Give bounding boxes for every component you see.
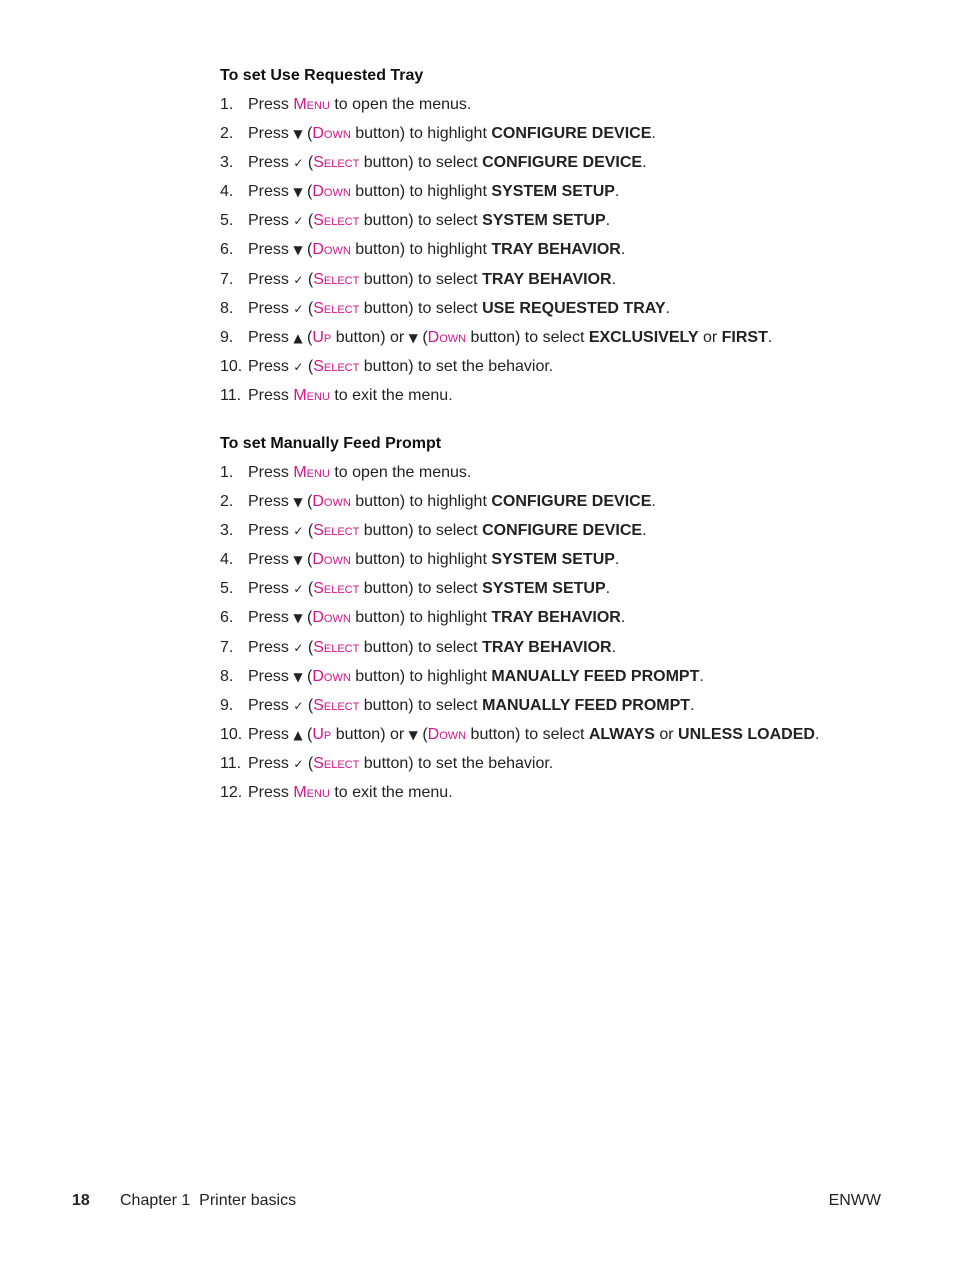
text-run: .: [767, 328, 773, 346]
text-run: Press: [248, 96, 294, 113]
text-run: button) to highlight: [350, 609, 492, 627]
menu-option: TRAY BEHAVIOR: [491, 241, 621, 259]
step-text: [248, 358, 553, 376]
checkmark-icon: ✓: [293, 272, 304, 287]
text-run: button) to select: [359, 522, 483, 540]
steps-list: [220, 96, 920, 405]
menu-option: TRAY BEHAVIOR: [482, 270, 612, 288]
text-run: (: [303, 299, 314, 317]
text-run: Press: [248, 241, 294, 259]
step-number: 1.: [220, 464, 234, 481]
button-key-name: Down: [312, 667, 351, 685]
list-item: [220, 668, 920, 686]
list-item: [220, 609, 920, 627]
list-item: [220, 726, 920, 744]
text-run: .: [605, 580, 611, 598]
text-run: or: [654, 725, 679, 743]
button-key-name: Select: [313, 212, 360, 230]
list-item: [220, 755, 920, 773]
step-number: 4.: [220, 183, 234, 201]
text-run: Press: [248, 551, 294, 569]
list-item: [220, 300, 920, 318]
text-run: Press: [248, 725, 294, 743]
down-arrow-icon: ▼: [293, 669, 303, 684]
button-key-name: Down: [312, 609, 351, 627]
menu-option: SYSTEM SETUP: [482, 212, 606, 230]
section-manually-feed-prompt: [220, 435, 920, 813]
list-item: [220, 464, 920, 482]
checkmark-icon: ✓: [293, 301, 304, 316]
menu-option: CONFIGURE DEVICE: [491, 125, 652, 143]
text-run: Press: [248, 784, 294, 802]
button-key-name: Down: [312, 125, 351, 143]
step-number: 5.: [220, 580, 234, 598]
text-run: button) to select: [359, 580, 483, 598]
text-run: button) to highlight: [350, 183, 492, 201]
text-run: Press: [248, 609, 294, 627]
button-key-name: Select: [313, 696, 360, 714]
text-run: (: [303, 270, 314, 288]
footer-right-label: ENWW: [828, 1192, 881, 1209]
menu-option: SYSTEM SETUP: [482, 580, 606, 598]
text-run: button) to select: [359, 212, 483, 230]
step-number: 8.: [220, 299, 234, 317]
text-run: (: [302, 551, 313, 569]
list-item: [220, 125, 920, 143]
menu-option: ALWAYS: [588, 725, 655, 743]
section-heading: To set Manually Feed Prompt: [220, 435, 442, 452]
text-run: .: [699, 667, 704, 685]
text-run: .: [620, 241, 626, 259]
text-run: (: [303, 754, 314, 772]
step-text: [248, 609, 625, 627]
step-text: [248, 551, 619, 569]
step-text: [248, 125, 656, 143]
down-arrow-icon: ▼: [293, 185, 303, 200]
down-arrow-icon: ▼: [293, 243, 303, 258]
list-item: [220, 784, 920, 802]
footer-chapter: Chapter 1 Printer basics: [120, 1192, 297, 1209]
checkmark-icon: ✓: [293, 524, 304, 539]
text-run: button) to highlight: [350, 241, 492, 259]
step-text: [248, 329, 772, 347]
section-heading: To set Use Requested Tray: [220, 67, 424, 84]
list-item: [220, 96, 920, 114]
text-run: (: [302, 493, 313, 511]
button-key-name: Menu: [293, 386, 330, 404]
text-run: (: [302, 667, 313, 685]
step-number: 11.: [220, 386, 242, 404]
step-text: [248, 300, 670, 318]
text-run: (: [303, 212, 314, 230]
text-run: Press: [248, 464, 294, 481]
button-key-name: Menu: [293, 784, 330, 802]
list-item: [220, 522, 920, 540]
step-text: [248, 387, 453, 405]
text-run: button) to highlight: [350, 125, 492, 143]
text-run: button) to select: [359, 270, 483, 288]
button-key-name: Select: [313, 638, 360, 656]
text-run: button) to select: [359, 696, 483, 714]
down-arrow-icon: ▼: [408, 330, 418, 345]
button-key-name: Select: [313, 580, 360, 598]
text-run: Press: [248, 696, 294, 714]
step-number: 7.: [220, 270, 234, 288]
text-run: Press: [248, 386, 294, 404]
text-run: to exit the menu.: [329, 386, 453, 404]
text-run: (: [303, 154, 314, 172]
text-run: Press: [248, 357, 294, 375]
text-run: to exit the menu.: [329, 784, 453, 802]
text-run: (: [302, 125, 313, 143]
checkmark-icon: ✓: [293, 214, 304, 229]
text-run: .: [651, 493, 656, 511]
step-number: 3.: [220, 522, 234, 540]
text-run: button) to select: [359, 299, 483, 317]
menu-option: UNLESS LOADED: [678, 725, 815, 743]
text-run: Press: [248, 328, 294, 346]
button-key-name: Down: [312, 183, 351, 201]
text-run: (: [303, 522, 314, 540]
text-run: to open the menus.: [329, 464, 472, 481]
text-run: button) to select: [359, 638, 483, 656]
list-item: [220, 551, 920, 569]
text-run: button) to select: [466, 725, 589, 743]
list-item: [220, 387, 920, 405]
step-number: 9.: [220, 328, 234, 346]
step-number: 11.: [220, 754, 242, 772]
text-run: .: [642, 522, 647, 540]
steps-list: [220, 464, 920, 802]
text-run: (: [302, 609, 313, 627]
button-key-name: Select: [313, 754, 360, 772]
list-item: [220, 493, 920, 511]
step-number: 6.: [220, 241, 234, 259]
menu-option: CONFIGURE DEVICE: [482, 154, 643, 172]
text-run: Press: [248, 638, 294, 656]
text-run: (: [302, 725, 313, 743]
text-run: button) to select: [466, 328, 589, 346]
footer-page-number: 18: [72, 1192, 90, 1209]
text-run: Press: [248, 754, 294, 772]
step-text: [248, 697, 695, 715]
step-number: 9.: [220, 696, 234, 714]
list-item: [220, 329, 920, 347]
text-run: Press: [248, 154, 294, 172]
button-key-name: Down: [427, 725, 467, 743]
list-item: [220, 154, 920, 172]
checkmark-icon: ✓: [293, 698, 304, 713]
menu-option: USE REQUESTED TRAY: [482, 299, 666, 317]
step-text: [248, 271, 616, 289]
step-text: [248, 580, 610, 598]
menu-option: FIRST: [721, 328, 768, 346]
list-item: [220, 183, 920, 201]
text-run: Press: [248, 522, 294, 540]
step-text: [248, 755, 553, 773]
text-run: .: [690, 696, 695, 714]
text-run: (: [303, 638, 314, 656]
button-key-name: Menu: [293, 96, 330, 113]
step-number: 7.: [220, 638, 234, 656]
step-number: 2.: [220, 493, 234, 511]
menu-option: TRAY BEHAVIOR: [491, 609, 621, 627]
text-run: Press: [248, 667, 294, 685]
step-text: [248, 212, 610, 230]
down-arrow-icon: ▼: [293, 495, 303, 510]
text-run: Press: [248, 212, 294, 230]
text-run: .: [614, 551, 620, 569]
text-run: .: [605, 212, 611, 230]
text-run: or: [698, 328, 722, 346]
step-number: 4.: [220, 551, 234, 569]
step-number: 6.: [220, 609, 234, 627]
step-number: 1.: [220, 96, 234, 113]
list-item: [220, 697, 920, 715]
up-arrow-icon: ▲: [293, 330, 303, 345]
text-run: (: [303, 580, 314, 598]
text-run: button) to select: [359, 154, 483, 172]
button-key-name: Down: [427, 328, 467, 346]
list-item: [220, 580, 920, 598]
down-arrow-icon: ▼: [293, 553, 303, 568]
text-run: (: [417, 725, 428, 743]
step-number: 10.: [220, 357, 243, 375]
button-key-name: Down: [312, 493, 351, 511]
text-run: button) or: [331, 328, 409, 346]
list-item: [220, 639, 920, 657]
up-arrow-icon: ▲: [293, 727, 303, 742]
menu-option: CONFIGURE DEVICE: [491, 493, 652, 511]
step-text: [248, 183, 619, 201]
down-arrow-icon: ▼: [293, 611, 303, 626]
text-run: .: [611, 270, 617, 288]
text-run: Press: [248, 125, 294, 143]
text-run: Press: [248, 270, 294, 288]
button-key-name: Up: [312, 725, 332, 743]
text-run: button) or: [331, 725, 409, 743]
text-run: Press: [248, 580, 294, 598]
menu-option: EXCLUSIVELY: [588, 328, 699, 346]
button-key-name: Menu: [293, 464, 330, 481]
text-run: (: [302, 183, 313, 201]
button-key-name: Select: [313, 522, 360, 540]
list-item: [220, 271, 920, 289]
list-item: [220, 358, 920, 376]
menu-option: MANUALLY FEED PROMPT: [482, 696, 691, 714]
button-key-name: Up: [312, 328, 332, 346]
text-run: (: [302, 241, 313, 259]
step-number: 8.: [220, 667, 234, 685]
button-key-name: Select: [313, 299, 360, 317]
text-run: button) to set the behavior.: [359, 754, 554, 772]
text-run: (: [303, 696, 314, 714]
text-run: .: [611, 638, 617, 656]
down-arrow-icon: ▼: [293, 127, 303, 142]
button-key-name: Down: [312, 241, 351, 259]
step-number: 12.: [220, 784, 243, 802]
text-run: to open the menus.: [329, 96, 472, 113]
checkmark-icon: ✓: [293, 640, 304, 655]
menu-option: TRAY BEHAVIOR: [482, 638, 612, 656]
menu-option: SYSTEM SETUP: [491, 551, 615, 569]
down-arrow-icon: ▼: [408, 727, 418, 742]
checkmark-icon: ✓: [293, 582, 304, 597]
text-run: Press: [248, 299, 294, 317]
checkmark-icon: ✓: [293, 156, 304, 171]
text-run: Press: [248, 493, 294, 511]
text-run: Press: [248, 183, 294, 201]
list-item: [220, 212, 920, 230]
button-key-name: Select: [313, 270, 360, 288]
text-run: button) to set the behavior.: [359, 357, 554, 375]
text-run: .: [665, 299, 670, 317]
text-run: .: [614, 183, 620, 201]
step-text: [248, 668, 704, 686]
step-number: 2.: [220, 125, 234, 143]
step-text: [248, 493, 656, 511]
step-text: [248, 639, 616, 657]
button-key-name: Down: [312, 551, 351, 569]
menu-option: SYSTEM SETUP: [491, 183, 615, 201]
button-key-name: Select: [313, 357, 360, 375]
step-text: [248, 522, 647, 540]
text-run: (: [303, 357, 314, 375]
menu-option: CONFIGURE DEVICE: [482, 522, 643, 540]
text-run: (: [417, 328, 428, 346]
step-text: [248, 154, 647, 172]
step-text: [248, 726, 819, 744]
text-run: (: [302, 328, 313, 346]
step-number: 10.: [220, 725, 243, 743]
text-run: .: [814, 725, 820, 743]
step-number: 3.: [220, 154, 234, 172]
text-run: .: [642, 154, 647, 172]
list-item: [220, 241, 920, 259]
checkmark-icon: ✓: [293, 359, 304, 374]
step-text: [248, 241, 625, 259]
text-run: button) to highlight: [350, 551, 492, 569]
step-number: 5.: [220, 212, 234, 230]
menu-option: MANUALLY FEED PROMPT: [491, 667, 700, 685]
text-run: button) to highlight: [350, 493, 492, 511]
section-use-requested-tray: [220, 67, 920, 416]
text-run: button) to highlight: [350, 667, 492, 685]
button-key-name: Select: [313, 154, 360, 172]
step-text: [248, 464, 471, 482]
checkmark-icon: ✓: [293, 756, 304, 771]
step-text: [248, 784, 453, 802]
text-run: .: [620, 609, 626, 627]
step-text: [248, 96, 471, 114]
text-run: .: [651, 125, 656, 143]
